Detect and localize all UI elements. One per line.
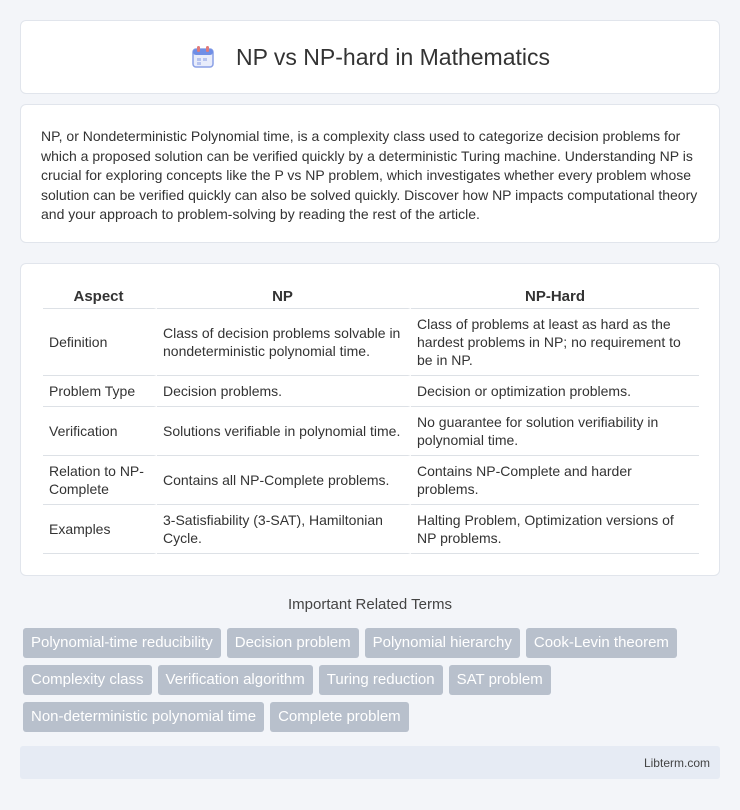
calendar-icon (190, 44, 216, 70)
header-aspect: Aspect (43, 284, 157, 309)
intro-text: NP, or Nondeterministic Polynomial time, is a complexity class used to categorize decision problems for which a proposed solution can be verified quickly by a deterministic Turing machine. Understanding NP is crucial for exploring concepts like the P vs NP problem, which investigates whether every problem whose solution can be verified quickly can also be solved quickly. Discover how NP impacts computational theory and your approach to problem-solving by reading the rest of the article. (41, 128, 698, 223)
row-np-hard: Class of problems at least as hard as the hardest problems in NP; no requirement to be in NP. (411, 309, 699, 376)
term-tag[interactable]: Polynomial-time reducibility (23, 628, 221, 658)
row-np-hard: No guarantee for solution verifiability in polynomial time. (411, 407, 699, 456)
term-tag[interactable]: Polynomial hierarchy (365, 628, 520, 658)
table-row (43, 309, 699, 376)
related-terms-list (23, 628, 723, 732)
row-aspect: Relation to NP-Complete (43, 456, 157, 505)
title-card (20, 20, 720, 94)
row-np-hard: Contains NP-Complete and harder problems. (411, 456, 699, 505)
row-aspect: Definition (43, 309, 157, 376)
term-tag[interactable]: Verification algorithm (158, 665, 313, 695)
footer-site-link[interactable]: Libterm.com (643, 755, 710, 770)
row-np: 3-Satisfiability (3-SAT), Hamiltonian Cycle. (157, 505, 411, 554)
term-tag[interactable]: Complete problem (270, 702, 409, 732)
term-tag[interactable]: Complexity class (23, 665, 152, 695)
page-title: NP vs NP-hard in Mathematics (235, 43, 550, 70)
row-aspect: Examples (43, 505, 157, 554)
comparison-table (43, 284, 699, 554)
intro-card (20, 104, 720, 243)
term-tag[interactable]: Decision problem (227, 628, 359, 658)
table-row (43, 376, 699, 407)
term-tag[interactable]: Turing reduction (319, 665, 443, 695)
comparison-card (20, 263, 720, 576)
term-tag[interactable]: SAT problem (449, 665, 551, 695)
related-terms-title: Important Related Terms (288, 596, 452, 613)
header-np: NP (157, 284, 411, 309)
row-np-hard: Decision or optimization problems. (411, 376, 699, 407)
row-aspect: Problem Type (43, 376, 157, 407)
footer (20, 746, 720, 779)
term-tag[interactable]: Cook-Levin theorem (526, 628, 677, 658)
row-np: Contains all NP-Complete problems. (157, 456, 411, 505)
header-np-hard: NP-Hard (411, 284, 699, 309)
row-np-hard: Halting Problem, Optimization versions of NP problems. (411, 505, 699, 554)
term-tag[interactable]: Non-deterministic polynomial time (23, 702, 264, 732)
row-aspect: Verification (43, 407, 157, 456)
row-np: Solutions verifiable in polynomial time. (157, 407, 411, 456)
table-header-row (43, 284, 699, 309)
row-np: Decision problems. (157, 376, 411, 407)
table-row (43, 456, 699, 505)
table-row (43, 505, 699, 554)
row-np: Class of decision problems solvable in nondeterministic polynomial time. (157, 309, 411, 376)
table-row (43, 407, 699, 456)
